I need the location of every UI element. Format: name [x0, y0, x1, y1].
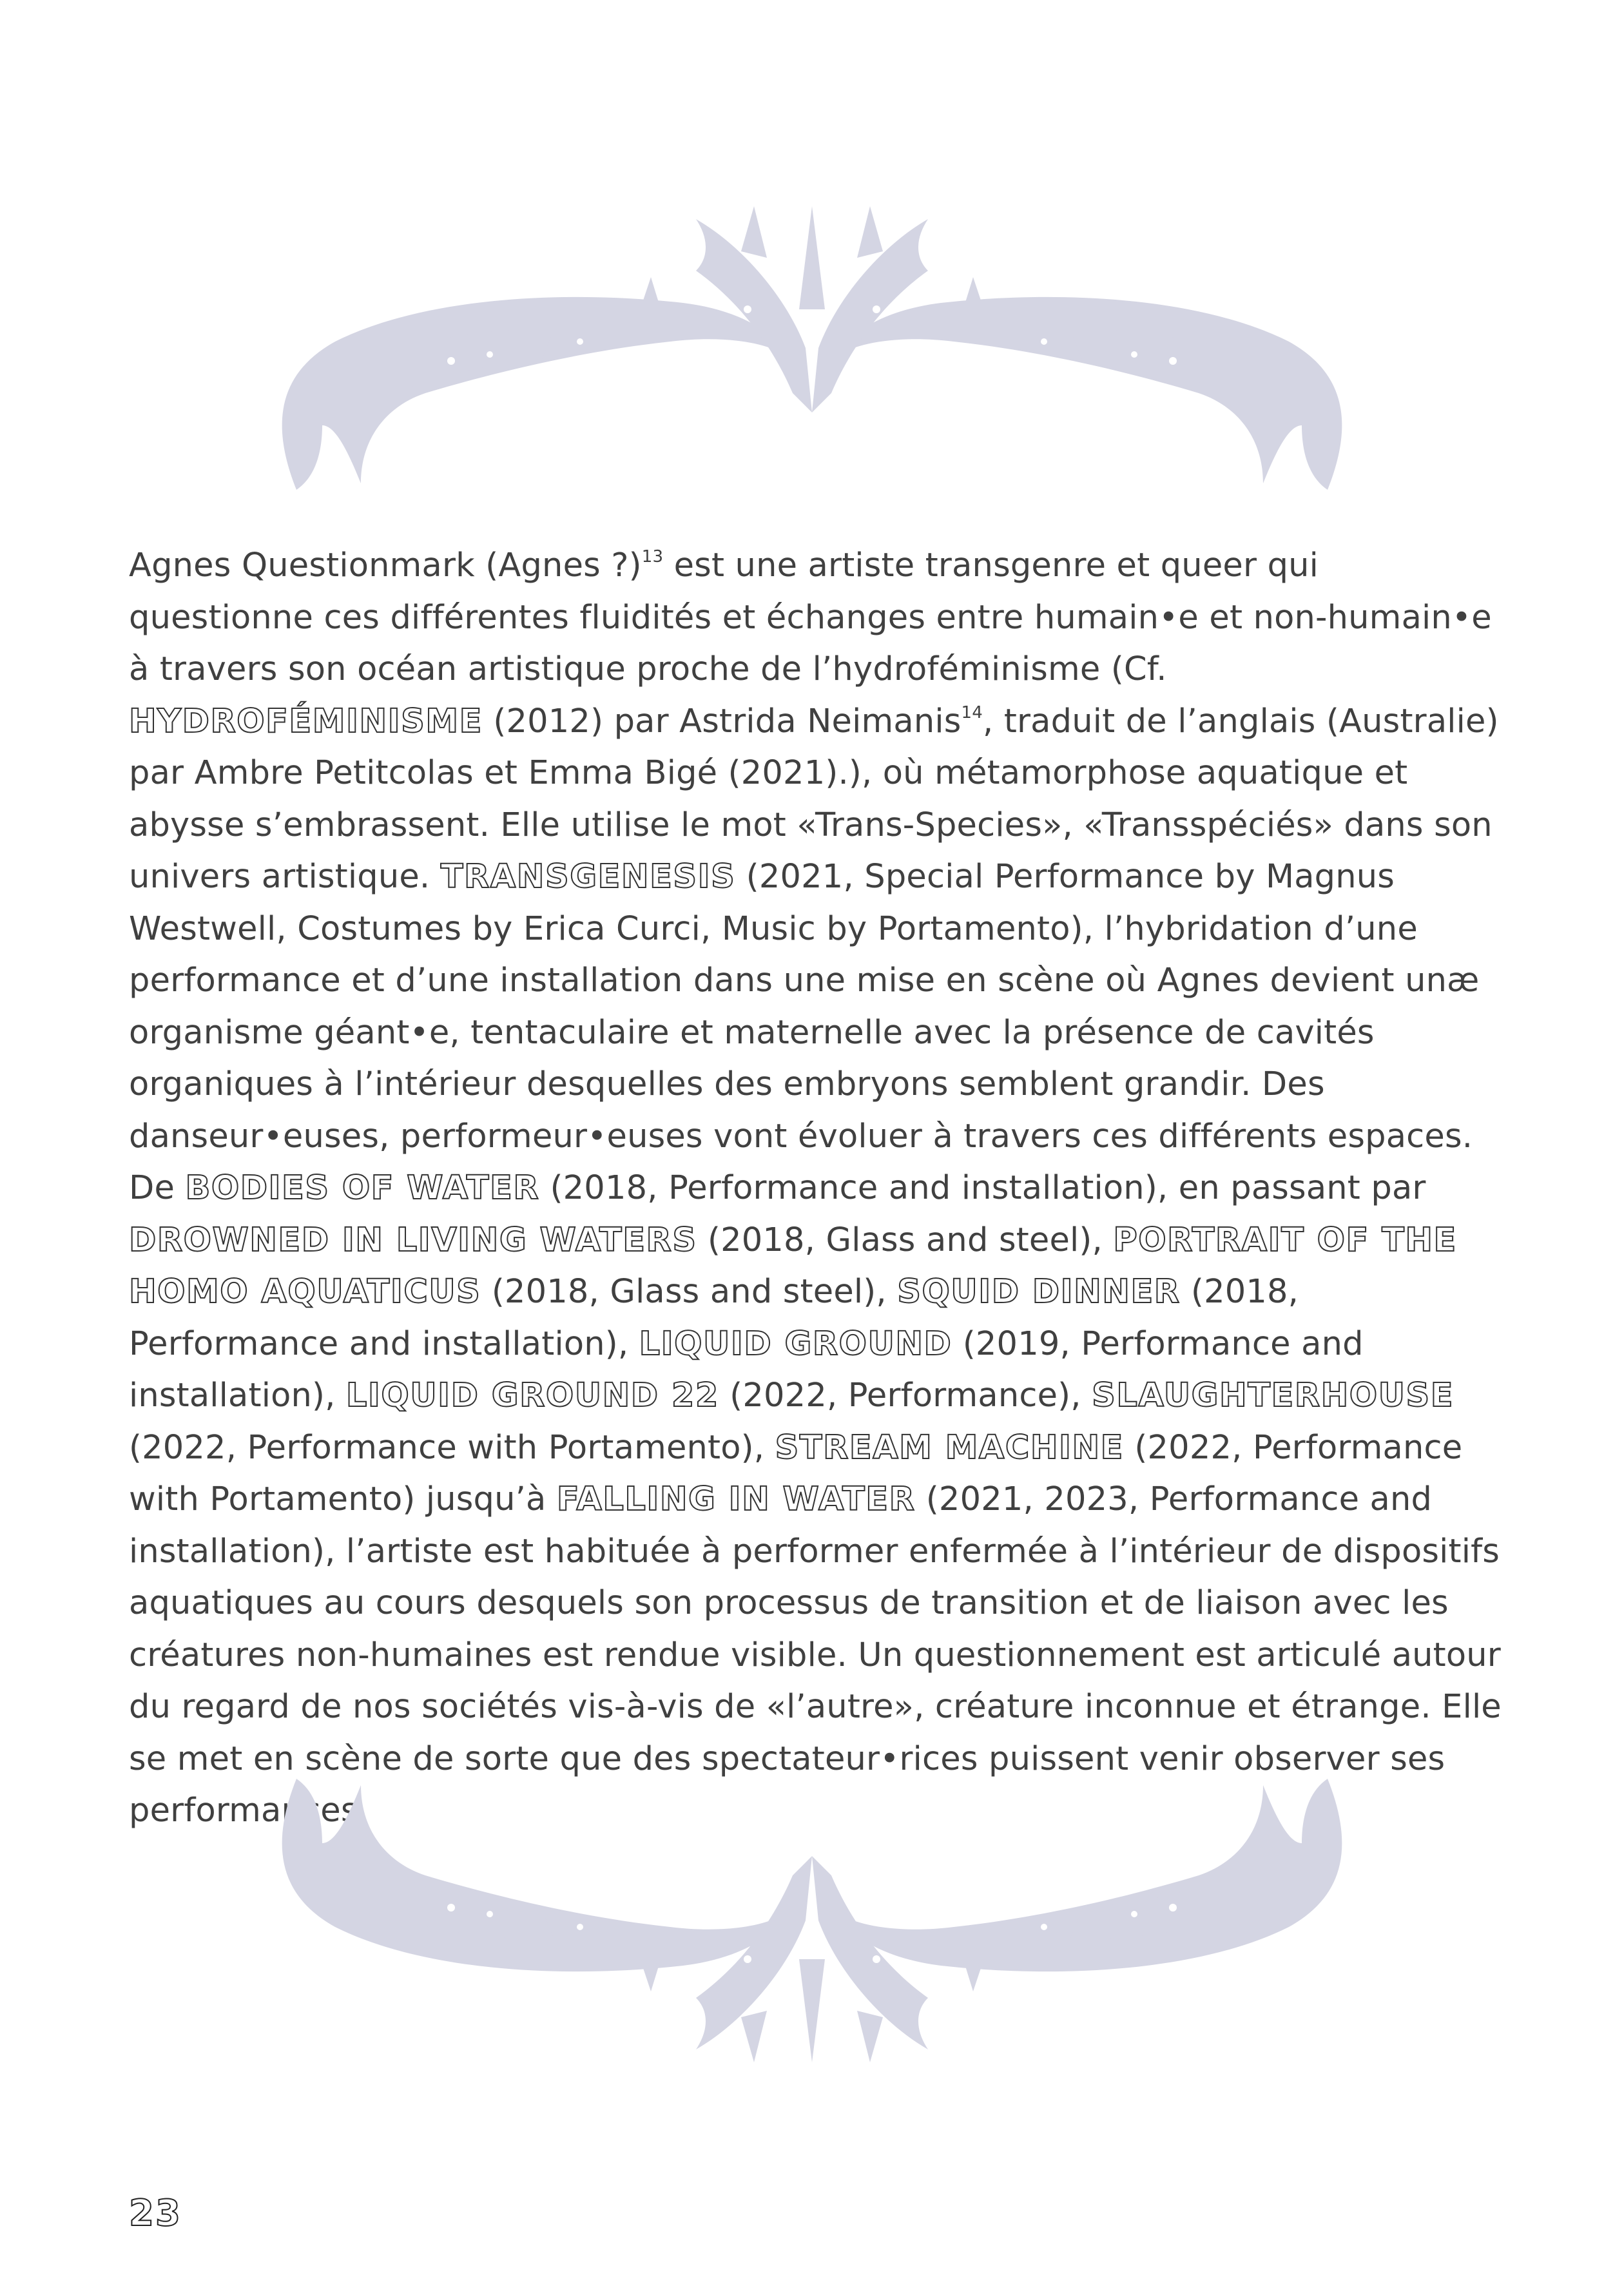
text-run: (2022, Performance), [719, 1377, 1092, 1415]
work-title: STREAM MACHINE [775, 1428, 1125, 1467]
text-run: Agnes Questionmark (Agnes ?) [129, 547, 642, 585]
text-run: (2018, Performance and installation), [129, 1273, 1299, 1363]
work-title: LIQUID GROUND [639, 1324, 952, 1363]
text-run: (2022, Performance with Portamento), [129, 1428, 775, 1467]
work-title: HYDROFÉMINISME [129, 702, 483, 740]
text-run: (2021, 2023, Performance and installation), l’artiste est habituée à performer enfermée à l’intérieur de dispositifs aquatiques au cours desquels son processus de transition et de liaison avec les créatures non-humaines est rendue visible. Un questionnement est articulé autour du regard de nos sociétés vis-à-vis de «l’autre», créature inconnue et étrange. Elle se met en scène de sorte que des spectateur•rices puissent venir observer ses performances. [129, 1480, 1502, 1830]
work-title: LIQUID GROUND 22 [345, 1377, 719, 1415]
work-title: TRANSGENESIS [440, 858, 736, 896]
text-run: (2018, Performance and installation), en passant par [539, 1169, 1426, 1207]
text-run: (2018, Glass and steel), [697, 1221, 1114, 1259]
work-title: SLAUGHTERHOUSE [1092, 1377, 1455, 1415]
bottom-ornament [0, 1753, 1624, 2088]
tentacle-ornament-icon [0, 1753, 1624, 2088]
text-run: (2021, Special Performance by Magnus Westwell, Costumes by Erica Curci, Music by Portamento), l’hybridation d’une performance et d’une installation dans une mise en scène où Agnes devient unæ organisme géant•e, tentaculaire et maternelle avec la présence de cavités organiques à l’intérieur desquelles des embryons semblent grandir. Des danseur•euses, performeur•euses vont évoluer à travers ces différents espaces. De [129, 858, 1480, 1207]
page-number: 23 [129, 2192, 182, 2234]
footnote-ref[interactable]: 14 [961, 702, 983, 722]
text-run: (2022, Performance with Portamento) jusqu’à [129, 1428, 1463, 1518]
text-run: est une artiste transgenre et queer qui questionne ces différentes fluidités et échanges entre humain•e et non-humain•e à travers son océan artistique proche de l’hydroféminisme (Cf. [129, 547, 1492, 688]
work-title: PORTRAIT OF THE HOMO AQUATICUS [129, 1221, 1457, 1311]
text-run: (2019, Performance and installation), [129, 1324, 1364, 1415]
work-title: BODIES OF WATER [185, 1169, 540, 1207]
footnote-ref[interactable]: 13 [641, 547, 664, 566]
work-title: SQUID DINNER [897, 1273, 1181, 1311]
text-run: , traduit de l’anglais (Australie) par Ambre Petitcolas et Emma Bigé (2021).), où métamorphose aquatique et abysse s’embrassent. Elle utilise le mot «Trans-Species», «Transspéciés» dans son univers artistique. [129, 702, 1499, 896]
top-ornament [0, 180, 1624, 516]
work-title: DROWNED IN LIVING WATERS [129, 1221, 697, 1259]
work-title: FALLING IN WATER [556, 1480, 916, 1518]
text-run: (2012) par Astrida Neimanis [482, 702, 962, 740]
body-paragraph [129, 540, 1502, 1837]
text-run: (2018, Glass and steel), [481, 1273, 898, 1311]
tentacle-ornament-icon [0, 180, 1624, 516]
